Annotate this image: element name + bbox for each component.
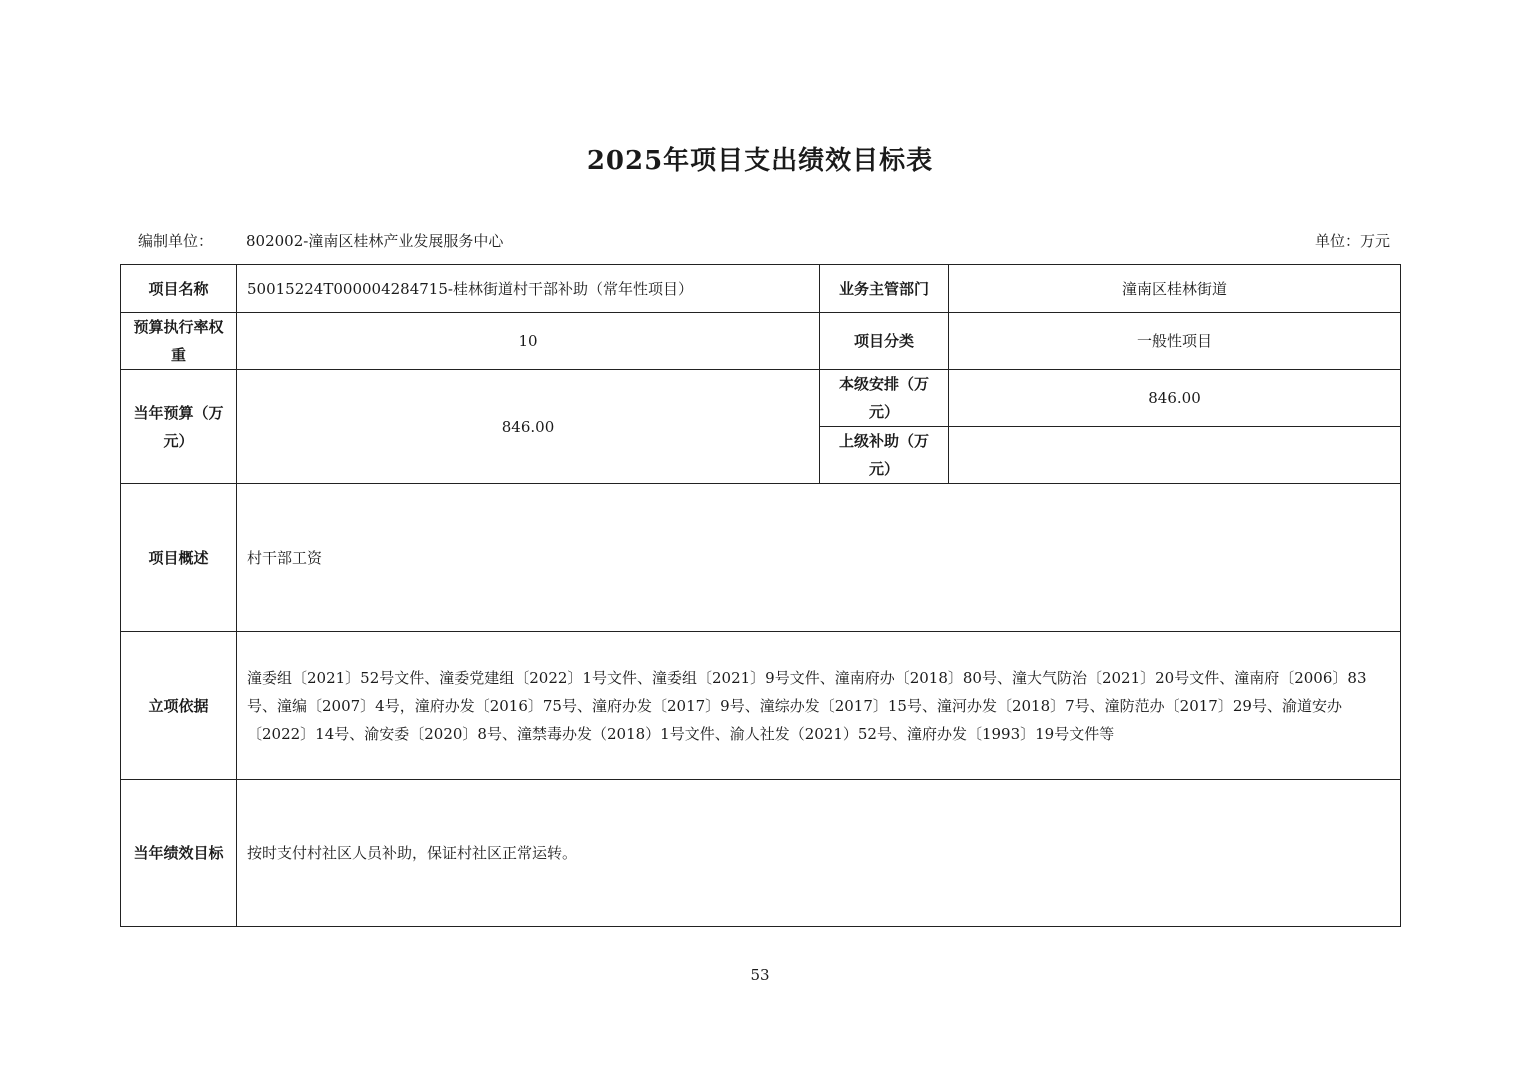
row-budget bbox=[121, 370, 1401, 427]
project-name-value: 50015224T000004284715-桂林街道村干部补助（常年性项目） bbox=[237, 265, 820, 313]
overview-label: 项目概述 bbox=[121, 484, 237, 632]
project-name-label: 项目名称 bbox=[121, 265, 237, 313]
page-title: 2025年项目支出绩效目标表 bbox=[586, 146, 934, 176]
row-basis bbox=[121, 632, 1401, 780]
row-project-name bbox=[121, 265, 1401, 313]
org-value: 802002-潼南区桂林产业发展服务中心 bbox=[246, 232, 504, 250]
performance-target-table bbox=[120, 264, 1401, 927]
row-goal bbox=[121, 780, 1401, 927]
goal-label: 当年绩效目标 bbox=[121, 780, 237, 927]
unit-label: 单位：万元 bbox=[1314, 232, 1390, 250]
budget-label: 当年预算（万元） bbox=[121, 370, 237, 484]
budget-value: 846.00 bbox=[237, 370, 820, 484]
weight-label: 预算执行率权重 bbox=[121, 313, 237, 370]
category-value: 一般性项目 bbox=[949, 313, 1401, 370]
category-label: 项目分类 bbox=[820, 313, 949, 370]
local-value: 846.00 bbox=[949, 370, 1401, 427]
local-label: 本级安排（万元） bbox=[820, 370, 949, 427]
row-overview bbox=[121, 484, 1401, 632]
dept-label: 业务主管部门 bbox=[820, 265, 949, 313]
dept-value: 潼南区桂林街道 bbox=[949, 265, 1401, 313]
superior-label: 上级补助（万元） bbox=[820, 427, 949, 484]
row-weight bbox=[121, 313, 1401, 370]
weight-value: 10 bbox=[237, 313, 820, 370]
org-label: 编制单位： bbox=[138, 232, 214, 250]
page-number: 53 bbox=[750, 966, 770, 984]
basis-label: 立项依据 bbox=[121, 632, 237, 780]
overview-value: 村干部工资 bbox=[237, 484, 1401, 632]
superior-value bbox=[949, 427, 1401, 484]
goal-value: 按时支付村社区人员补助，保证村社区正常运转。 bbox=[237, 780, 1401, 927]
basis-value: 潼委组〔2021〕52号文件、潼委党建组〔2022〕1号文件、潼委组〔2021〕9号文件、潼南府办〔2018〕80号、潼大气防治〔2021〕20号文件、潼南府〔2006〕83号、潼编〔2007〕4号，潼府办发〔2016〕75号、潼府办发〔2017〕9号、潼综办发〔2017〕15号、潼河办发〔2018〕7号、潼防范办〔2017〕29号、渝道安办〔2022〕14号、渝安委〔2020〕8号、潼禁毒办发（2018）1号文件、渝人社发（2021）52号、潼府办发〔1993〕19号文件等 bbox=[237, 632, 1401, 780]
